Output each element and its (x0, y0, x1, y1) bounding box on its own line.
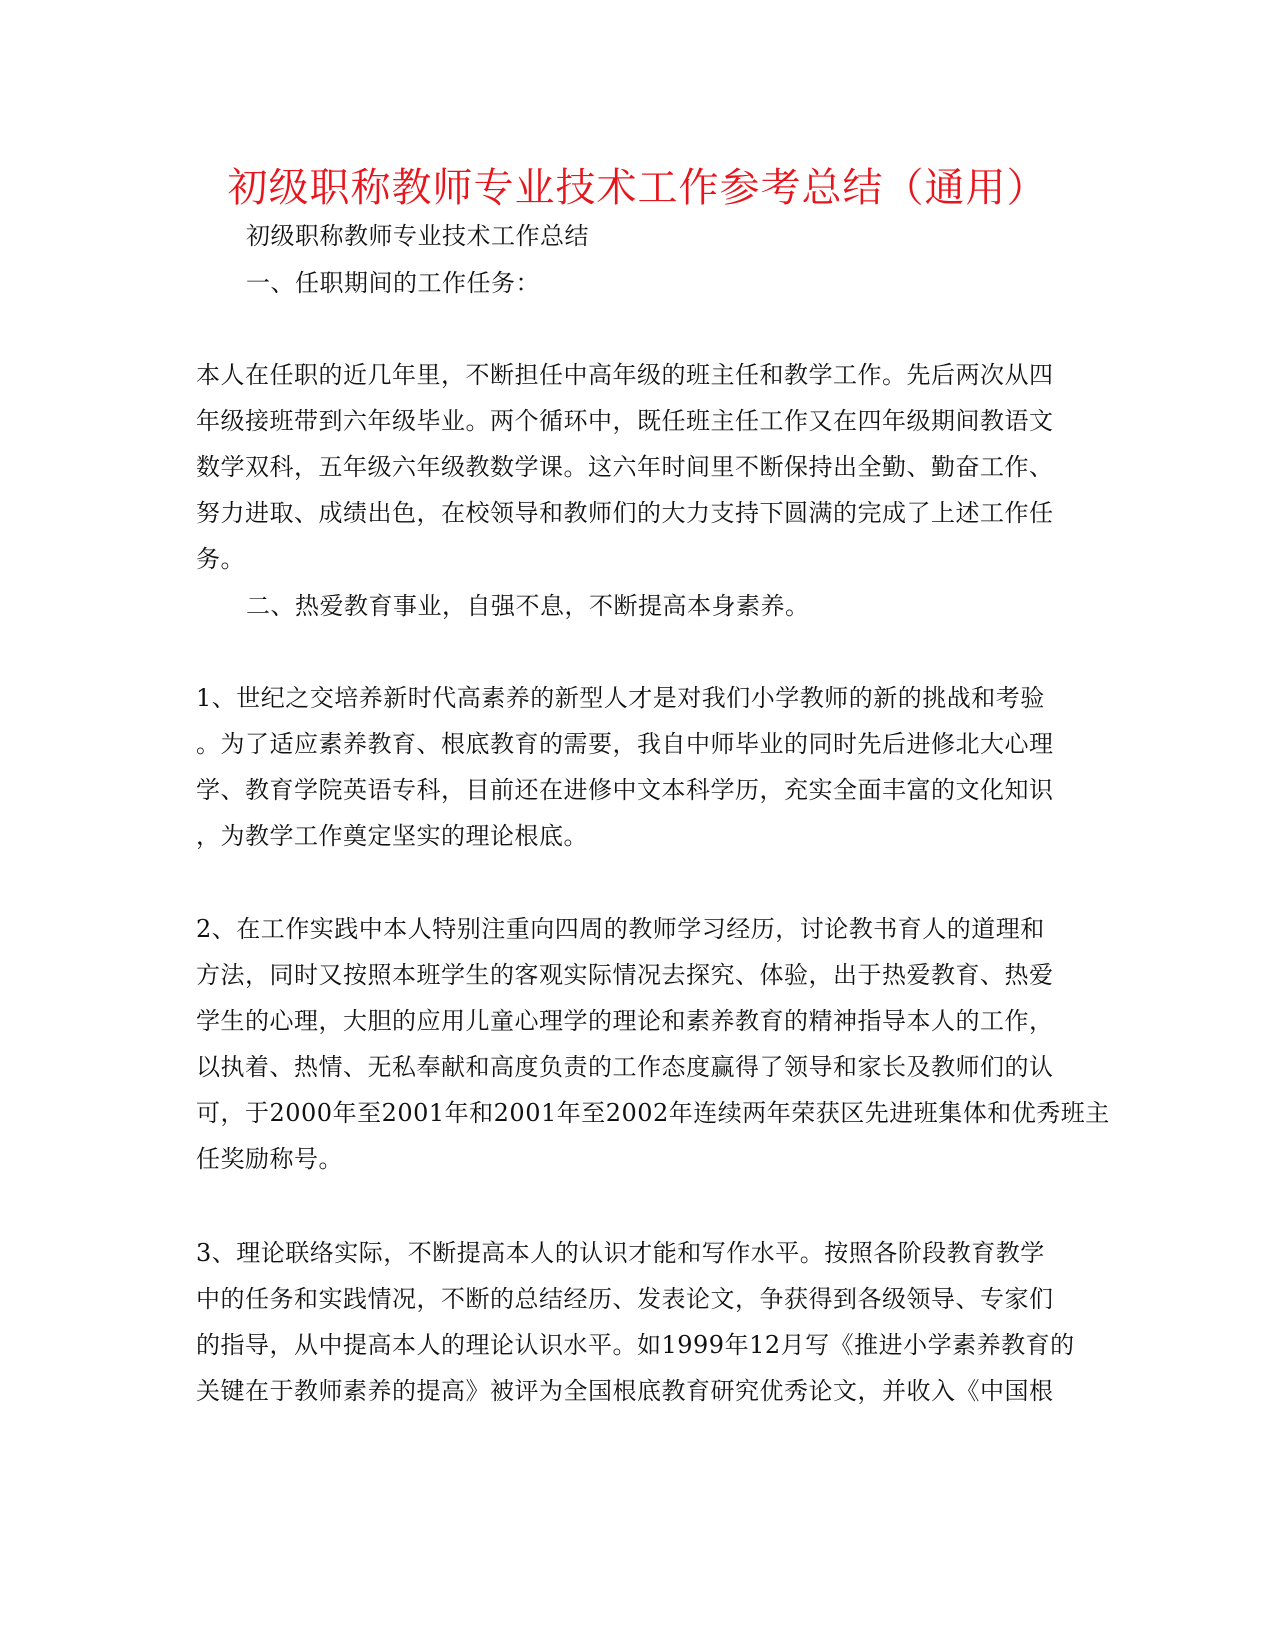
paragraph-line: 任奖励称号。 (196, 1145, 343, 1173)
paragraph-line: 年级接班带到六年级毕业。两个循环中，既任班主任工作又在四年级期间教语文 (196, 407, 1054, 435)
paragraph-line: 可，于2000年至2001年和2001年至2002年连续两年荣获区先进班集体和优秀班主 (196, 1099, 1110, 1127)
paragraph-line: 1、世纪之交培养新时代高素养的新型人才是对我们小学教师的新的挑战和考验 (196, 684, 1045, 712)
paragraph-line: 学、教育学院英语专科，目前还在进修中文本科学历，充实全面丰富的文化知识 (196, 776, 1054, 804)
paragraph-line: 中的任务和实践情况，不断的总结经历、发表论文，争获得到各级领导、专家们 (196, 1285, 1054, 1313)
paragraph-line: 方法，同时又按照本班学生的客观实际情况去探究、体验，出于热爱教育、热爱 (196, 961, 1054, 989)
paragraph-line: 以执着、热情、无私奉献和高度负责的工作态度赢得了领导和家长及教师们的认 (196, 1053, 1054, 1081)
section-heading-2: 二、热爱教育事业，自强不息，不断提高本身素养。 (246, 592, 810, 620)
paragraph-line: 关键在于教师素养的提高》被评为全国根底教育研究优秀论文，并收入《中国根 (196, 1377, 1054, 1405)
paragraph-line: 2、在工作实践中本人特别注重向四周的教师学习经历，讨论教书育人的道理和 (196, 915, 1045, 943)
paragraph-line: 本人在任职的近几年里，不断担任中高年级的班主任和教学工作。先后两次从四 (196, 361, 1054, 389)
paragraph-line: 3、理论联络实际，不断提高本人的认识才能和写作水平。按照各阶段教育教学 (196, 1239, 1045, 1267)
paragraph-line: 务。 (196, 545, 245, 573)
paragraph-line: 数学双科，五年级六年级教数学课。这六年时间里不断保持出全勤、勤奋工作、 (196, 453, 1054, 481)
paragraph-line: 努力进取、成绩出色，在校领导和教师们的大力支持下圆满的完成了上述工作任 (196, 499, 1054, 527)
document-title: 初级职称教师专业技术工作参考总结（通用） (227, 165, 1048, 211)
paragraph-line: ，为教学工作奠定坚实的理论根底。 (196, 822, 588, 850)
paragraph-line: 的指导，从中提高本人的理论认识水平。如1999年12月写《推进小学素养教育的 (196, 1331, 1075, 1359)
section-heading-1: 一、任职期间的工作任务： (246, 269, 540, 297)
paragraph-line: 学生的心理，大胆的应用儿童心理学的理论和素养教育的精神指导本人的工作， (196, 1007, 1054, 1035)
paragraph-line: 。为了适应素养教育、根底教育的需要，我自中师毕业的同时先后进修北大心理 (196, 730, 1054, 758)
document-subtitle: 初级职称教师专业技术工作总结 (246, 222, 589, 250)
